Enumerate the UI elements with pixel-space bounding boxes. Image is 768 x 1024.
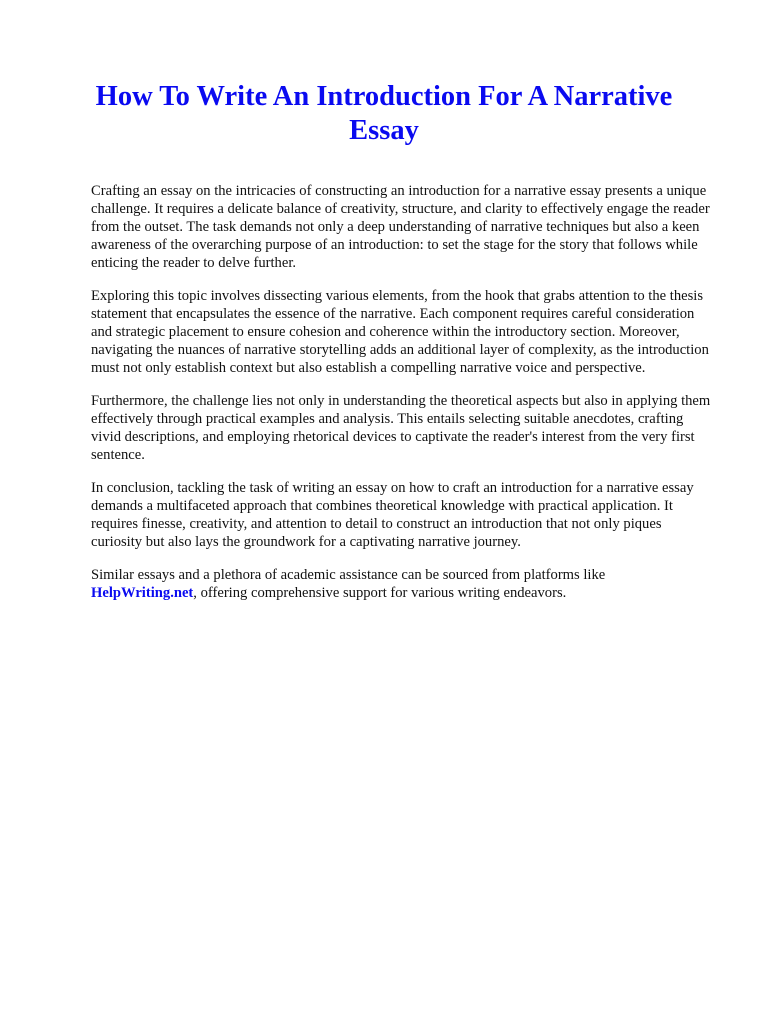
closing-text-before: Similar essays and a plethora of academic assistance can be sourced from platforms like — [91, 567, 606, 583]
paragraph-2: Exploring this topic involves dissecting various elements, from the hook that grabs attention to the thesis statement that encapsulates the essence of the narrative. Each component requires careful consideration and strategic placement to ensure cohesion and coherence within the introductory section. Moreover, navigating the nuances of narrative storytelling adds an additional layer of complexity, as the introduction must not only establish context but also establish a compelling narrative voice and perspective. — [91, 288, 709, 376]
paragraph-4: In conclusion, tackling the task of writing an essay on how to craft an introduction for a narrative essay demands a multifaceted approach that combines theoretical knowledge with practical application. It requires finesse, creativity, and attention to detail to construct an introduction that not only piques curiosity but also lays the groundwork for a captivating narrative journey. — [91, 480, 694, 550]
page-title: How To Write An Introduction For A Narrative Essay — [95, 81, 673, 146]
closing-paragraph — [91, 566, 711, 602]
paragraph-1: Crafting an essay on the intricacies of constructing an introduction for a narrative essay presents a unique challenge. It requires a delicate balance of creativity, structure, and clarity to effectively engage the reader from the outset. The task demands not only a deep understanding of narrative techniques but also a keen awareness of the overarching purpose of an introduction: to set the stage for the story that follows while enticing the reader to delve further. — [91, 183, 710, 271]
closing-text-after: , offering comprehensive support for various writing endeavors. — [193, 585, 567, 601]
helpwriting-link[interactable]: HelpWriting.net — [91, 585, 194, 601]
essay-body — [91, 182, 711, 617]
paragraph-3: Furthermore, the challenge lies not only in understanding the theoretical aspects but also in applying them effectively through practical examples and analysis. This entails selecting suitable anecdotes, crafting vivid descriptions, and employing rhetorical devices to captivate the reader's interest from the very first sentence. — [91, 393, 711, 463]
